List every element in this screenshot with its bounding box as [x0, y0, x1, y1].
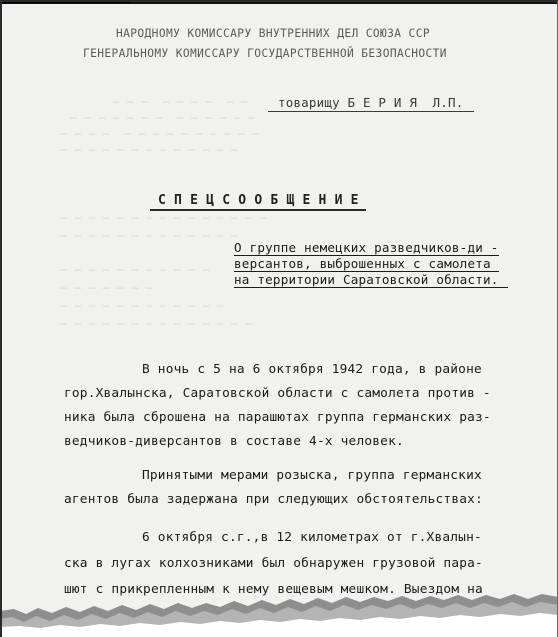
subject-underline-3	[234, 287, 508, 288]
document-title-underline	[150, 209, 366, 211]
paragraph-3-line-3: шют с прикрепленным к нему вещевым мешком. Выездом на	[64, 582, 483, 597]
bleed-through-text: ─ ─ ─ ─ ─ ─ ─ ─ ─ ─ ─	[60, 264, 210, 277]
bleed-through-text: ─ ─ ─ ─ ─ ─ ─ ─ ─ ─ ─ ─	[60, 300, 224, 313]
paragraph-1-line-3: ника была сброшена на парашютах группа германских раз-	[64, 410, 491, 425]
bleed-through-text: ─ ─ ─ ─ ─ ─ ─ ─ ─ ─ ─ ─ ─ ─ ─	[60, 212, 267, 225]
subject-line-1: О группе немецких разведчиков-ди -	[234, 240, 499, 255]
paragraph-1-line-4: ведчиков-диверсантов в составе 4-х человек.	[64, 434, 404, 449]
addressee-line-1: НАРОДНОМУ КОМИССАРУ ВНУТРЕННИХ ДЕЛ СОЮЗА ССР	[116, 27, 430, 40]
bleed-through-text: ─ ─ ─ ─ ─ ─ ─ ─ ─ ─ ─ ─ ─	[70, 112, 256, 125]
bleed-through-text: ─ ─ ─ ─ ─ ─ ─ ─ ─ ─ ─ ─ ─ ─	[60, 318, 253, 331]
bleed-through-text: ─ ─ ─ ─ ─ ─ ─ ─ ─ ─ ─ ─ ─	[60, 144, 239, 157]
addressee-line-2: ГЕНЕРАЛЬНОМУ КОМИССАРУ ГОСУДАРСТВЕННОЙ БЕЗОПАСНОСТИ	[83, 47, 447, 60]
paragraph-1-line-2: гор.Хвалынска, Саратовской области с самолета против -	[64, 386, 491, 401]
bleed-through-text: ─ ─ ─ ─ ─ ─ ─ ─ ─ ─ ─ ─ ─ ─	[60, 128, 260, 141]
addressee-comrade-underline	[268, 111, 474, 112]
scan-top-tab	[0, 0, 130, 3]
paragraph-1-line-1: В ночь с 5 на 6 октября 1942 года, в районе	[142, 362, 482, 377]
subject-line-2: версантов, выброшенных с самолета	[234, 256, 491, 271]
bleed-through-text: ─ ─ ─ ─ ─ ─ ─	[60, 282, 153, 295]
bleed-through-text: ─ ─ ─ ─ ─ ─ ─ ─ ─ ─ ─ ─ ─	[60, 230, 239, 243]
paragraph-3-line-2: ска в лугах колхозниками был обнаружен грузовой пара-	[64, 556, 483, 571]
paragraph-2-line-1: Принятыми мерами розыска, группа германских	[142, 468, 482, 483]
document-title: С П Е Ц С О О Б Щ Е Н И Е	[158, 193, 359, 208]
subject-line-3: на территории Саратовской области.	[234, 272, 499, 287]
paragraph-2-line-2: агентов была задержана при следующих обстоятельствах:	[64, 492, 483, 507]
bleed-through-text: ─ ─ ─ ─ ─ ─ ─ ─ ─	[70, 96, 249, 109]
paragraph-3-line-1: 6 октября с.г.,в 12 километрах от г.Хвалын-	[142, 530, 482, 545]
torn-edge	[0, 591, 558, 637]
addressee-comrade: товарищу Б Е Р И Я Л.П.	[278, 95, 464, 110]
